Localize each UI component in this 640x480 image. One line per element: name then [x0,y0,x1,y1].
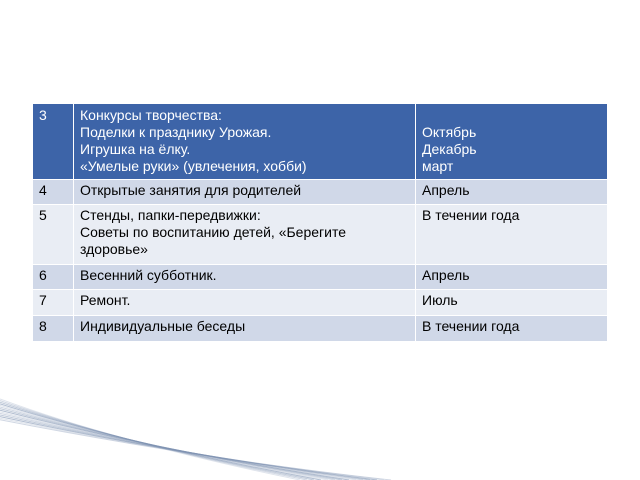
decorative-swoosh [0,385,640,480]
date-text: март [422,158,454,174]
row-number: 3 [33,104,74,180]
table-row [33,265,608,290]
event-cell: Индивидуальные беседы [74,316,416,342]
table-row [33,316,608,342]
event-text: Советы по воспитанию детей, «Берегите здоровье» [80,224,346,257]
date-cell: В течении года [416,316,608,342]
row-number: 7 [33,290,74,316]
date-text: Декабрь [422,141,477,157]
table-row [33,205,608,265]
event-text: Поделки к празднику Урожая. [80,124,272,140]
event-cell [74,104,416,180]
event-cell: Весенний субботник. [74,265,416,290]
table-row [33,290,608,316]
date-text: Октябрь [422,124,477,140]
row-number: 6 [33,265,74,290]
event-text: Игрушка на ёлку. [80,141,191,157]
date-cell [416,104,608,180]
row-number: 4 [33,180,74,205]
event-cell: Ремонт. [74,290,416,316]
date-cell: Апрель [416,180,608,205]
date-cell: Июль [416,290,608,316]
event-text: «Умелые руки» (увлечения, хобби) [80,158,307,174]
table-row [33,180,608,205]
row-number: 5 [33,205,74,265]
table-row [33,104,608,180]
events-plan-table [32,103,608,342]
date-cell: Апрель [416,265,608,290]
event-cell [74,205,416,265]
event-text: Конкурсы творчества: [80,107,222,123]
date-cell: В течении года [416,205,608,265]
event-cell: Открытые занятия для родителей [74,180,416,205]
event-text: Стенды, папки-передвижки: [80,207,261,223]
row-number: 8 [33,316,74,342]
